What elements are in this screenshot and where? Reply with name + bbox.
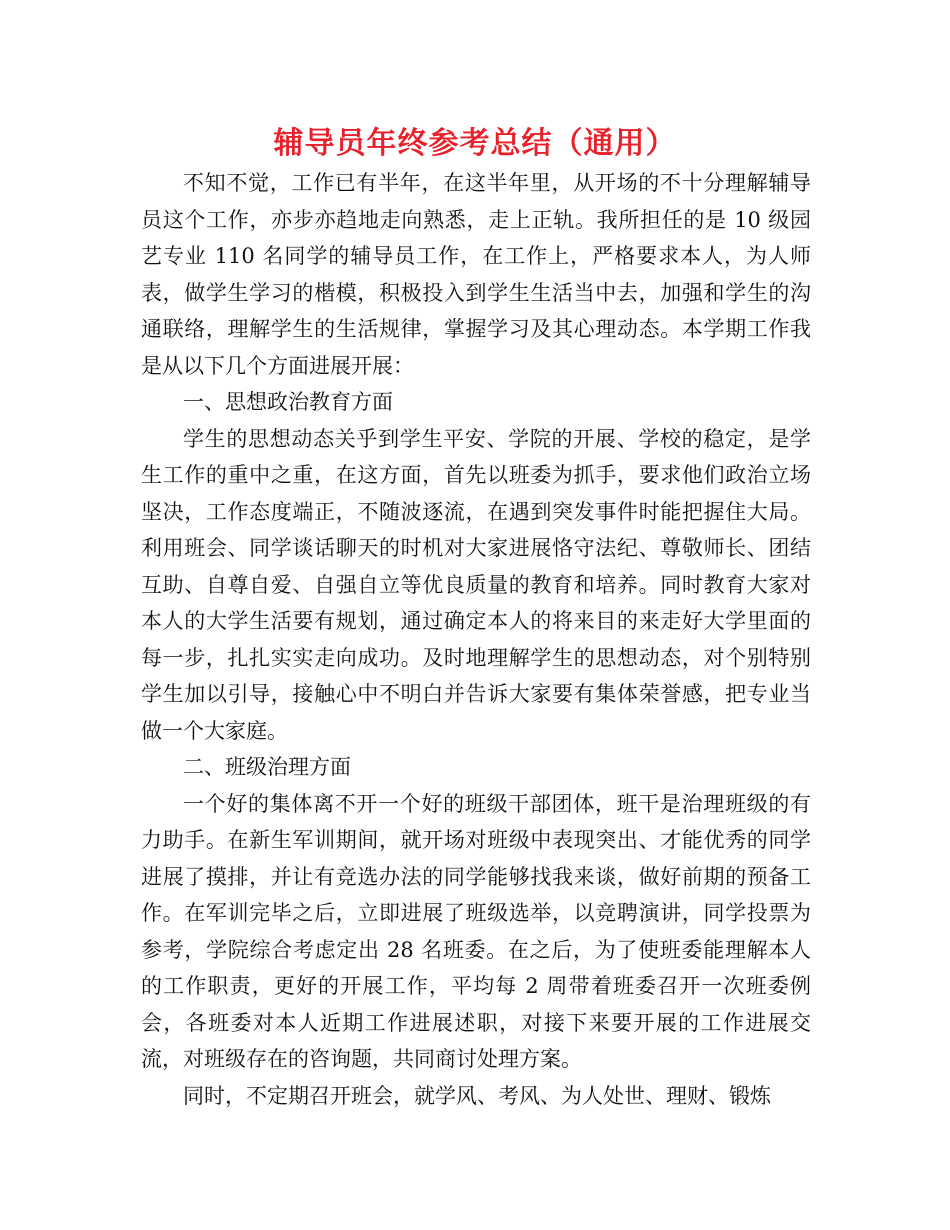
- section-heading-class-management: 二、班级治理方面: [183, 755, 351, 779]
- document-title: 辅导员年终参考总结（通用）: [273, 126, 677, 161]
- paragraph-ideology: 学生的思想动态关乎到学生平安、学院的开展、学校的稳定，是学生工作的重中之重，在这方面，首先以班委为抓手，要求他们政治立场坚决，工作态度端正，不随波逐流，在遇到突发事件时能把握住大局。利用班会、同学谈话聊天的时机对大家进展恪守法纪、尊敬师长、团结互助、自尊自爱、自强自立等优良质量的教育和培养。同时教育大家对本人的大学生活要有规划，通过确定本人的将来目的来走好大学里面的每一步，扎扎实实走向成功。及时地理解学生的思想动态，对个别特别学生加以引导，接触心中不明白并告诉大家要有集体荣誉感，把专业当做一个大家庭。: [141, 426, 811, 743]
- document-body: [141, 165, 811, 1114]
- section-heading-ideology: 一、思想政治教育方面: [183, 390, 393, 414]
- paragraph-class-management: 一个好的集体离不开一个好的班级干部团体，班干是治理班级的有力助手。在新生军训期间，就开场对班级中表现突出、才能优秀的同学进展了摸排，并让有竞选办法的同学能够找我来谈，做好前期的预备工作。在军训完毕之后，立即进展了班级选举，以竞聘演讲，同学投票为参考，学院综合考虑定出 28 名班委。在之后，为了使班委能理解本人的工作职责，更好的开展工作，平均每 2 周带着班委召开一次班委例会，各班委对本人近期工作进展述职，对接下来要开展的工作进展交流，对班级存在的咨询题，共同商讨处理方案。: [141, 791, 811, 1071]
- paragraph-intro: 不知不觉，工作已有半年，在这半年里，从开场的不十分理解辅导员这个工作，亦步亦趋地走向熟悉，走上正轨。我所担任的是 10 级园艺专业 110 名同学的辅导员工作，在工作上，严格要求本人，为人师表，做学生学习的楷模，积极投入到学生生活当中去，加强和学生的沟通联络，理解学生的生活规律，掌握学习及其心理动态。本学期工作我是从以下几个方面进展开展：: [141, 171, 811, 378]
- paragraph-class-meetings: 同时，不定期召开班会，就学风、考风、为人处世、理财、锻炼: [183, 1083, 771, 1108]
